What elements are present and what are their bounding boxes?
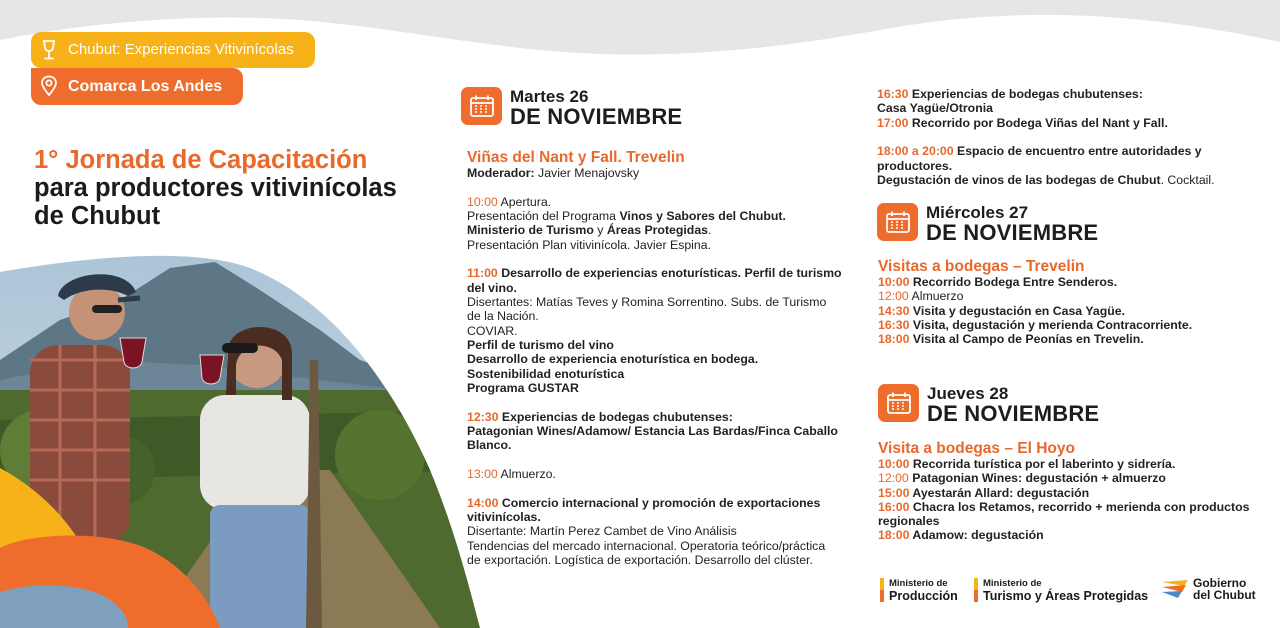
session-title: Espacio de encuentro entre autoridades y [953, 144, 1202, 159]
logo-gob-line2: del Chubut [1193, 587, 1256, 602]
session-title: Visita y degustación en Casa Yagüe. [909, 303, 1125, 318]
session-time: 15:00 [878, 485, 910, 500]
session-title: Desarrollo de experiencias enoturísticas. Perfil de turismo [497, 266, 842, 281]
session-line: . Cocktail. [1160, 172, 1215, 187]
session-line: de exportación. Logística de exportación. Desarrollo del clúster. [467, 553, 813, 568]
session-title: Visita, degustación y merienda Contracorriente. [909, 317, 1193, 332]
session-title: productores. [877, 158, 953, 173]
session-title: Chacra los Retamos, recorrido + merienda con productos [909, 499, 1250, 514]
title-line-2: para productores vitivinícolas [34, 174, 397, 202]
session-line: Disertantes: Matías Teves y Romina Sorrentino [467, 295, 724, 310]
calendar-icon [877, 203, 918, 241]
session-line-bold: Vinos y Sabores del Chubut. [619, 209, 786, 224]
session-time: 11:00 [467, 266, 498, 281]
logo-produccion-big: Producción [889, 588, 958, 603]
region-tag [31, 68, 243, 105]
session-line-bold: Degustación de vinos de las bodegas de Chubut [877, 172, 1161, 187]
program-tag-label: Chubut: Experiencias Vitivinícolas [68, 41, 294, 58]
session-title: vitivinícolas. [467, 510, 541, 525]
session-line-bold: Perfil de turismo del vino [467, 337, 614, 352]
day3-month: DE NOVIEMBRE [927, 401, 1100, 426]
session-title: Ayestarán Allard: degustación [909, 485, 1090, 500]
session-time: 16:30 [877, 87, 909, 101]
session-title: Patagonian Wines: degustación + almuerzo [908, 471, 1166, 486]
session-time: 10:00 [878, 457, 910, 471]
logo-produccion-small: Ministerio de [889, 578, 948, 589]
session-line-bold: Áreas Protegidas [606, 223, 708, 238]
session-line: Presentación del Programa [467, 209, 620, 224]
day1-weekday: Martes 26 [510, 87, 589, 106]
session-title: del vino. [467, 280, 517, 295]
logo-gob-line1: Gobierno [1193, 576, 1247, 590]
session-line-bold: Ministerio de Turismo [467, 223, 594, 238]
session-line: Disertante: Martín Perez Cambet de Vino Análisis [467, 524, 737, 539]
title-line-3: de Chubut [34, 202, 161, 230]
day2-month: DE NOVIEMBRE [926, 220, 1099, 245]
day1-month: DE NOVIEMBRE [510, 104, 683, 129]
region-tag-label: Comarca Los Andes [68, 78, 223, 95]
session-line: y [593, 223, 607, 238]
session-time: 14:30 [878, 303, 910, 318]
session-title: Recorrida turística por el laberinto y sidrería. [909, 457, 1176, 471]
day1-schedule [467, 149, 847, 567]
session-title: regionales [878, 514, 940, 529]
session-time: 12:30 [467, 409, 499, 424]
day3-weekday: Jueves 28 [927, 384, 1009, 403]
session-title: Almuerzo. [497, 467, 556, 482]
session-line: Presentación Plan vitivinícola. Javier Espina. [467, 237, 712, 252]
session-time: 18:00 [878, 332, 910, 347]
logo-turismo [974, 578, 1148, 604]
session-line: de la Nación. [467, 309, 539, 324]
session-line: Tendencias del mercado internacional. Operatoria teórico/práctica [467, 538, 826, 553]
day3-schedule [878, 440, 1258, 543]
moderator-label: Moderador: [467, 166, 535, 180]
chubut-flag-icon [1160, 578, 1190, 600]
title-line-1: 1° Jornada de Capacitación [34, 146, 368, 174]
day2-schedule [878, 258, 1258, 346]
moderator-name: Javier Menajovsky [534, 166, 640, 180]
day1-schedule-continued [877, 87, 1257, 187]
session-line-bold: Blanco. [467, 438, 512, 453]
session-title: Adamow: degustación [909, 528, 1044, 543]
calendar-icon [461, 87, 502, 125]
session-time: 10:00 [878, 275, 910, 289]
session-line-bold: Patagonian Wines/Adamow/ Estancia Las Bardas/Finca Caballo [467, 423, 838, 438]
page-title [34, 146, 444, 230]
session-time: 10:00 [467, 194, 498, 209]
session-time: 12:00 [878, 471, 909, 486]
program-tag [31, 32, 315, 68]
session-title: Recorrido por Bodega Viñas del Nant y Fall. [908, 115, 1168, 130]
session-line: . [708, 223, 712, 238]
session-line: COVIAR. [467, 323, 518, 338]
day2-header [877, 203, 1098, 244]
logo-turismo-small: Ministerio de [983, 578, 1042, 589]
calendar-icon [878, 384, 919, 422]
day3-venue: Visita a bodegas – El Hoyo [878, 440, 1075, 457]
session-line-bold: Sostenibilidad enoturística [467, 366, 625, 381]
logo-gobierno-chubut [1160, 578, 1256, 604]
session-time: 18:00 a 20:00 [877, 144, 954, 159]
wine-glass-icon [40, 39, 58, 61]
session-time: 16:30 [878, 317, 910, 332]
session-title: Experiencias de bodegas chubutenses: [908, 87, 1143, 101]
session-line: . Subs. de Turismo [723, 295, 827, 310]
session-time: 17:00 [877, 115, 909, 130]
day1-header [461, 87, 682, 128]
session-title: Apertura. [497, 194, 552, 209]
session-title: Experiencias de bodegas chubutenses: [498, 409, 733, 424]
session-time: 14:00 [467, 495, 499, 510]
session-title: Visita al Campo de Peonías en Trevelin. [909, 332, 1144, 347]
logo-turismo-big: Turismo y Áreas Protegidas [983, 588, 1149, 603]
session-time: 12:00 [878, 289, 909, 304]
session-line-bold: Programa GUSTAR [467, 380, 579, 395]
session-time: 16:00 [878, 499, 910, 514]
session-title: Recorrido Bodega Entre Senderos. [909, 275, 1118, 289]
session-line-bold: Casa Yagüe/Otronia [877, 101, 993, 116]
session-line-bold: Desarrollo de experiencia enoturística en bodega. [467, 352, 759, 367]
day1-venue: Viñas del Nant y Fall. Trevelin [467, 149, 685, 166]
session-title: Comercio internacional y promoción de exportaciones [498, 495, 821, 510]
day2-weekday: Miércoles 27 [926, 203, 1029, 222]
logo-produccion [880, 578, 958, 604]
day2-venue: Visitas a bodegas – Trevelin [878, 258, 1085, 275]
session-time: 13:00 [467, 467, 498, 482]
session-time: 18:00 [878, 528, 910, 543]
session-title: Almuerzo [908, 289, 964, 304]
location-pin-icon [40, 75, 58, 97]
day3-header [878, 384, 1099, 425]
